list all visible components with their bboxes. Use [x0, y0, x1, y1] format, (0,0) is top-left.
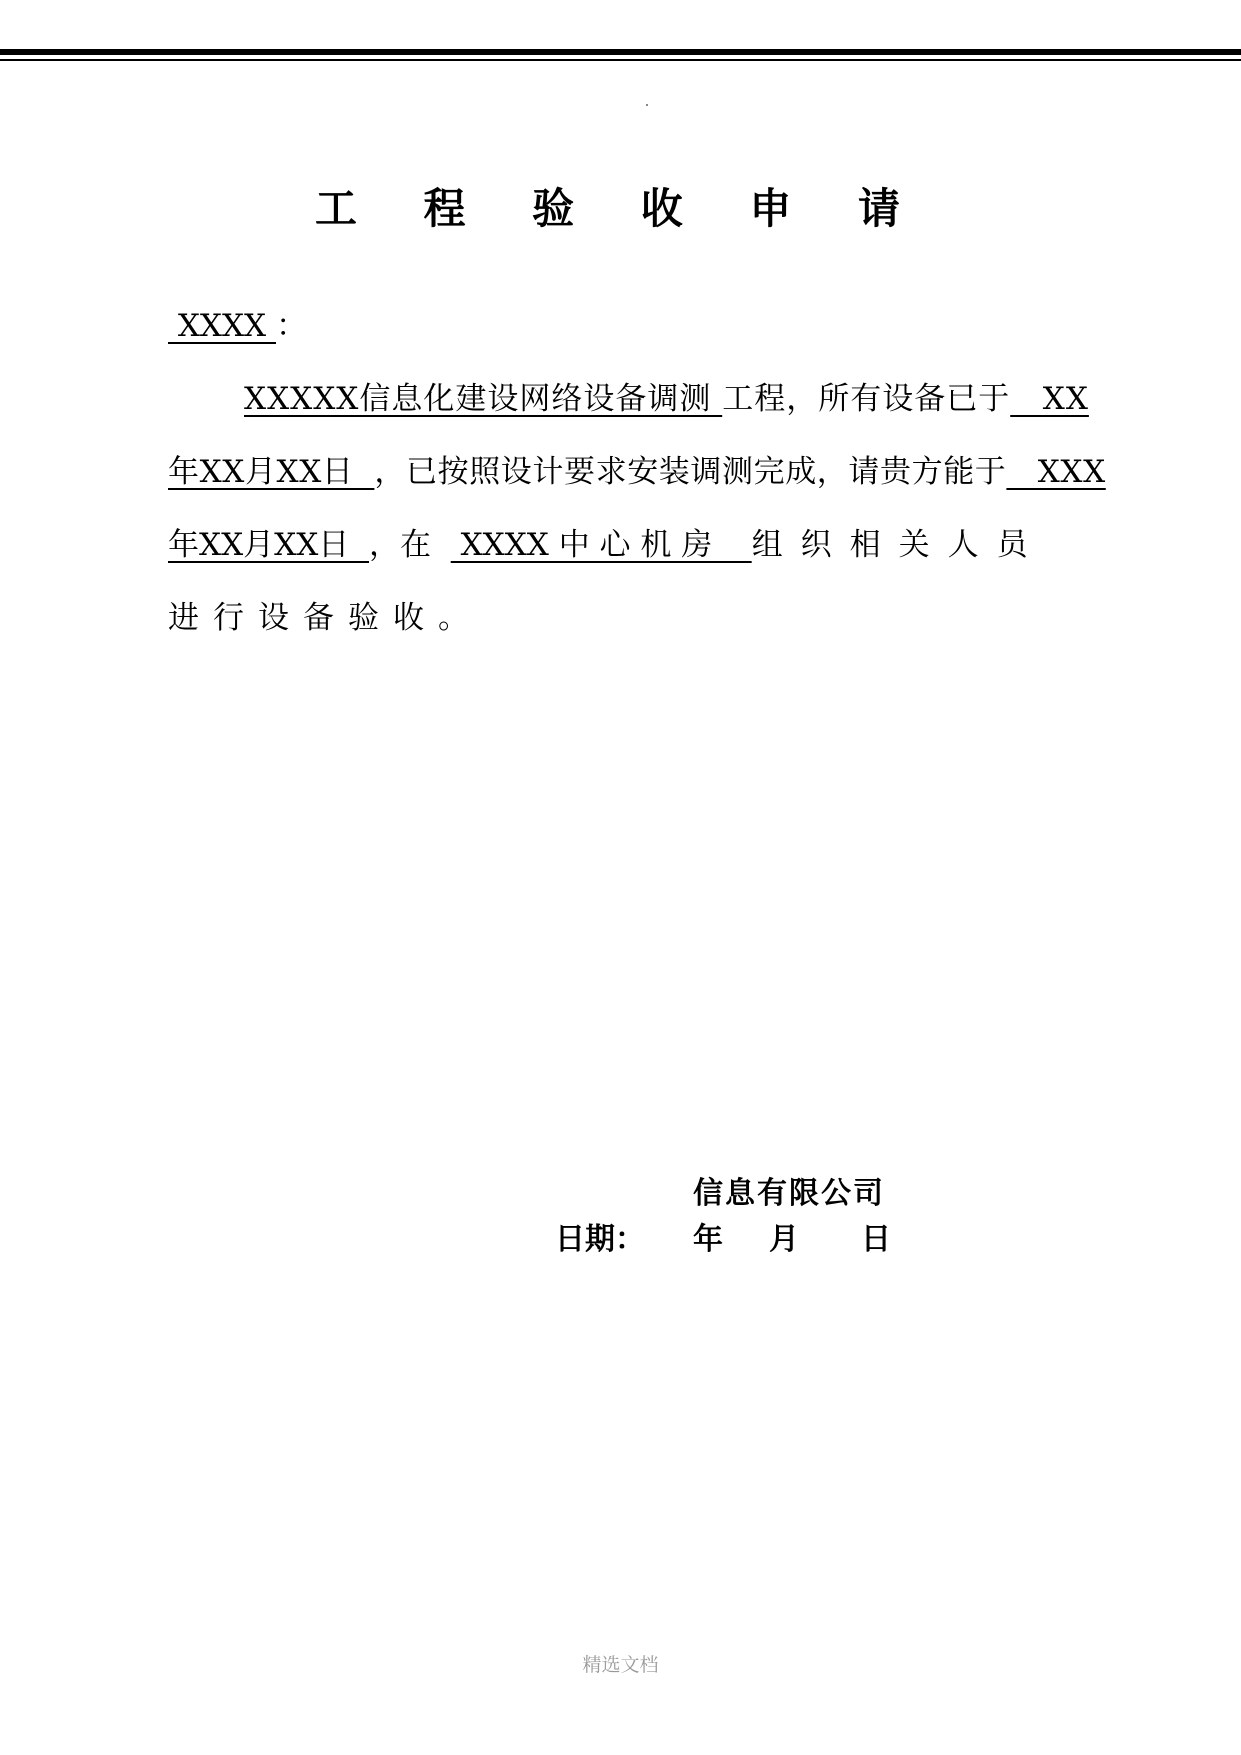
date-label: 日期：: [555, 1222, 645, 1257]
acceptance-date-field[interactable]: 年XX月XX日: [168, 527, 369, 563]
acceptance-year-field[interactable]: XXX: [1006, 454, 1106, 490]
header-dot: [646, 104, 648, 106]
location-field[interactable]: XXXX 中 心 机 房: [450, 527, 752, 563]
addressee-field[interactable]: XXXX: [168, 308, 276, 344]
date-month-label: 月: [769, 1222, 799, 1257]
header-double-rule-thick: [0, 49, 1241, 55]
document-title: 工 程 验 收 申 请: [314, 184, 927, 233]
footer-watermark: 精选文档: [582, 1654, 659, 1676]
body-text-1: 工程，所有设备已于: [722, 381, 1011, 417]
body-line-1: [244, 379, 1089, 419]
body-text-3: 组织相关人员: [751, 527, 1046, 563]
date-year-label: 年: [693, 1222, 723, 1257]
company-name: 信息有限公司: [693, 1176, 885, 1211]
body-line-3: [168, 525, 1046, 565]
body-line-2: [168, 452, 1106, 492]
body-comma-at: ，在: [369, 527, 451, 563]
signature-date-row: [555, 1214, 891, 1389]
date-day-label: 日: [861, 1222, 891, 1257]
salutation: [168, 306, 307, 346]
header-double-rule-thin: [0, 59, 1241, 61]
body-line-4: 进行设备验收。: [168, 600, 483, 636]
project-name-field[interactable]: XXXXX信息化建设网络设备调测: [244, 381, 723, 417]
install-year-field[interactable]: XX: [1010, 381, 1089, 417]
install-date-field[interactable]: 年XX月XX日: [168, 454, 375, 490]
salutation-colon: ：: [276, 308, 307, 344]
body-text-2: ，已按照设计要求安装调测完成，请贵方能于: [374, 454, 1007, 490]
